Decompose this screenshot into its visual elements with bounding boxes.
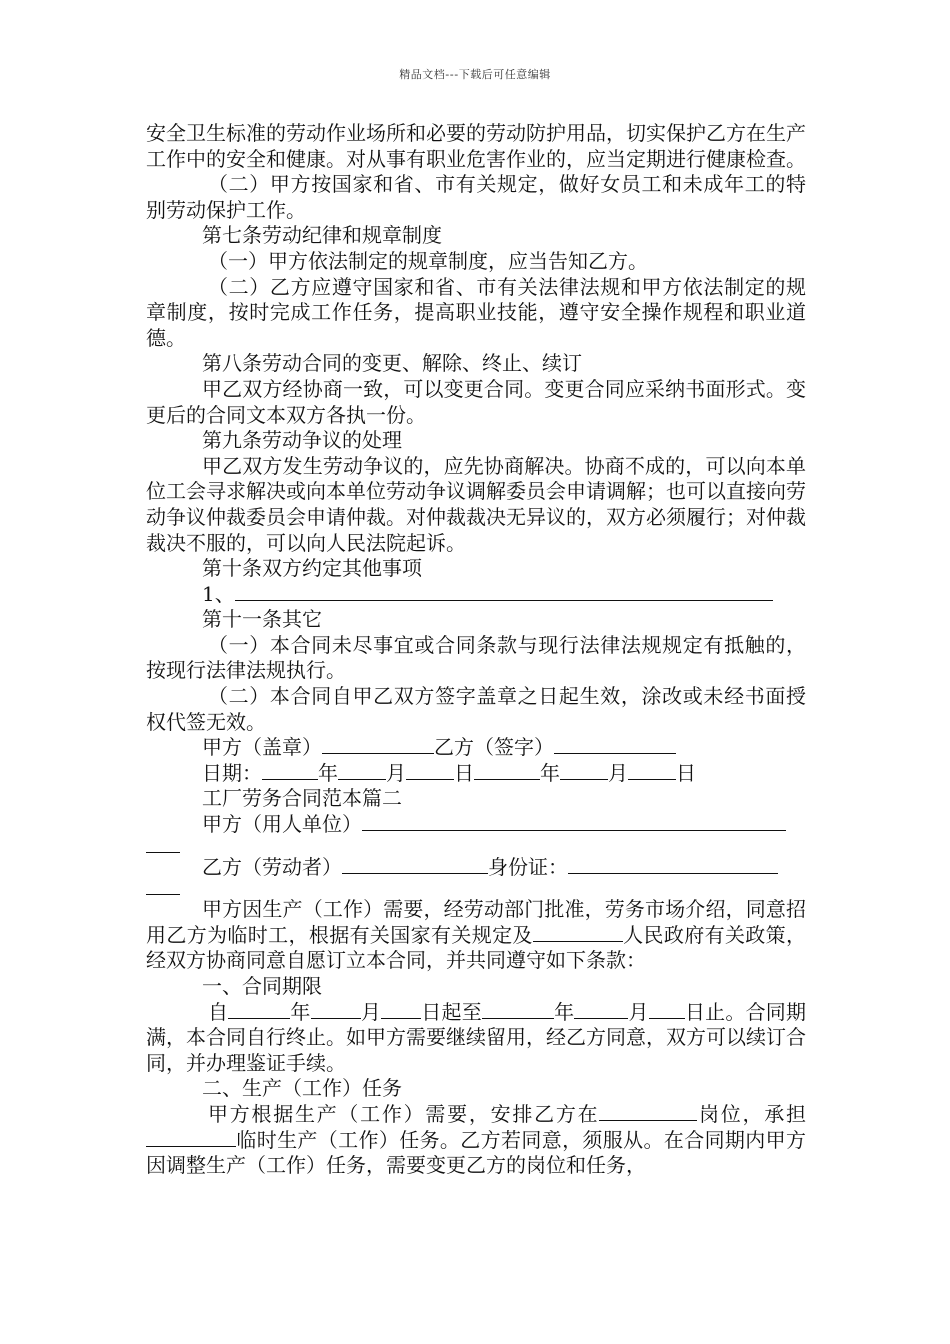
fill-blank [533,923,623,942]
id-card-label: 身份证： [488,854,568,879]
term-text: 月 [360,999,382,1024]
fill-blank [568,855,778,874]
party-a-seal-label: 甲方（盖章） [202,735,322,760]
paragraph [146,1102,806,1179]
section-title: 工厂劳务合同范本篇二 [202,786,402,811]
term-text: 自 [208,999,229,1024]
article-heading: 二、生产（工作）任务 [202,1076,402,1101]
worker-label: 乙方（劳动者） [202,854,342,879]
article-heading: 第十条双方约定其他事项 [202,556,422,581]
paragraph: （一）甲方依法制定的规章制度，应当告知乙方。 [208,248,648,273]
fill-blank [474,761,540,780]
fill-blank-continuation [146,838,180,853]
task-text: 甲方根据生产（工作）需要，安排乙方在 [208,1101,600,1126]
date-line [146,761,806,787]
article-heading: 一、合同期限 [202,974,322,998]
term-text: 年 [290,999,311,1024]
fill-blank [628,761,676,780]
article-heading: 第七条劳动纪律和规章制度 [202,223,442,248]
fill-blank [262,761,318,780]
fill-blank [406,761,454,780]
fill-blank [146,1128,236,1147]
term-text: 日起至 [421,999,482,1024]
worker-line [146,855,806,881]
fill-blank [362,812,786,831]
fill-blank [311,1000,361,1019]
signature-line [146,735,806,761]
paragraph: 甲乙双方经协商一致，可以变更合同。变更合同应采纳书面形式。变更后的合同文本双方各执一份。 [146,376,806,427]
fill-blank [235,582,773,601]
fill-blank [554,735,676,754]
article-heading: 第九条劳动争议的处理 [202,428,402,453]
paragraph: （二）本合同自甲乙双方签字盖章之日起生效，涂改或未经书面授权代签无效。 [146,684,806,734]
term-text: 年 [553,999,575,1024]
fill-blank [338,761,386,780]
fill-blank [322,735,434,754]
document-body [146,121,806,1179]
employer-label: 甲方（用人单位） [202,812,362,837]
paragraph: （二）甲方按国家和省、市有关规定，做好女员工和未成年工的特别劳动保护工作。 [146,172,806,222]
party-b-sign-label: 乙方（签字） [434,735,554,760]
paragraph [146,897,806,974]
paragraph: 安全卫生标准的劳动作业场所和必要的劳动防护用品，切实保护乙方在生产工作中的安全和健康。对从事有职业危害作业的，应当定期进行健康检查。 [146,121,806,171]
fill-blank [649,1000,685,1019]
fill-blank [482,1000,554,1019]
task-text: 岗位，承担 [697,1101,807,1126]
paragraph [146,1000,806,1077]
task-text: 临时生产（工作）任务。乙方若同意，须服从。在合同期内甲方因调整生产（工作）任务，需要变更乙方的岗位和任务， [146,1127,806,1178]
intro-text: 甲方因生产（工作）需要，经劳动部门批准，劳务市场介绍，同意招用乙方为临时工，根据有关国家有关规定及 [146,897,806,947]
fill-blank [381,1000,421,1019]
date-label: 日期： [202,760,262,785]
month-label: 月 [608,760,628,785]
article-heading: 第八条劳动合同的变更、解除、终止、续订 [202,351,582,376]
fill-blank [342,855,488,874]
fill-blank [560,761,608,780]
blank-item [146,582,806,608]
term-text: 日止。合同期满，本合同自行终止。如甲方需要继续留用，经乙方同意，双方可以续订合同，并办理鉴证手续。 [146,999,807,1075]
employer-line [146,812,806,838]
year-label: 年 [318,760,338,785]
fill-blank [599,1102,697,1121]
paragraph: （一）本合同未尽事宜或合同条款与现行法律法规规定有抵触的，按现行法律法规执行。 [146,632,806,683]
item-number: 1、 [202,581,235,606]
day-label: 日 [676,760,696,785]
paragraph: 甲乙双方发生劳动争议的，应先协商解决。协商不成的，可以向本单位工会寻求解决或向本单位劳动争议调解委员会申请调解；也可以直接向劳动争议仲裁委员会申请仲裁。对仲裁裁决无异议的，双方必须履行；对仲裁裁决不服的，可以向人民法院起诉。 [146,453,806,555]
month-label: 月 [386,760,406,785]
article-heading: 第十一条其它 [202,607,322,632]
day-label: 日 [454,760,474,785]
fill-blank-continuation [146,880,180,895]
fill-blank [228,1000,290,1019]
year-label: 年 [540,760,560,785]
page-header: 精品文档---下载后可任意编辑 [399,68,551,81]
fill-blank [574,1000,628,1019]
intro-text: 人民政府有关政策，经双方协商同意自愿订立本合同，并共同遵守如下条款： [146,922,807,973]
term-text: 月 [628,999,649,1024]
paragraph: （二）乙方应遵守国家和省、市有关法律法规和甲方依法制定的规章制度，按时完成工作任务，提高职业技能，遵守安全操作规程和职业道德。 [146,274,806,350]
